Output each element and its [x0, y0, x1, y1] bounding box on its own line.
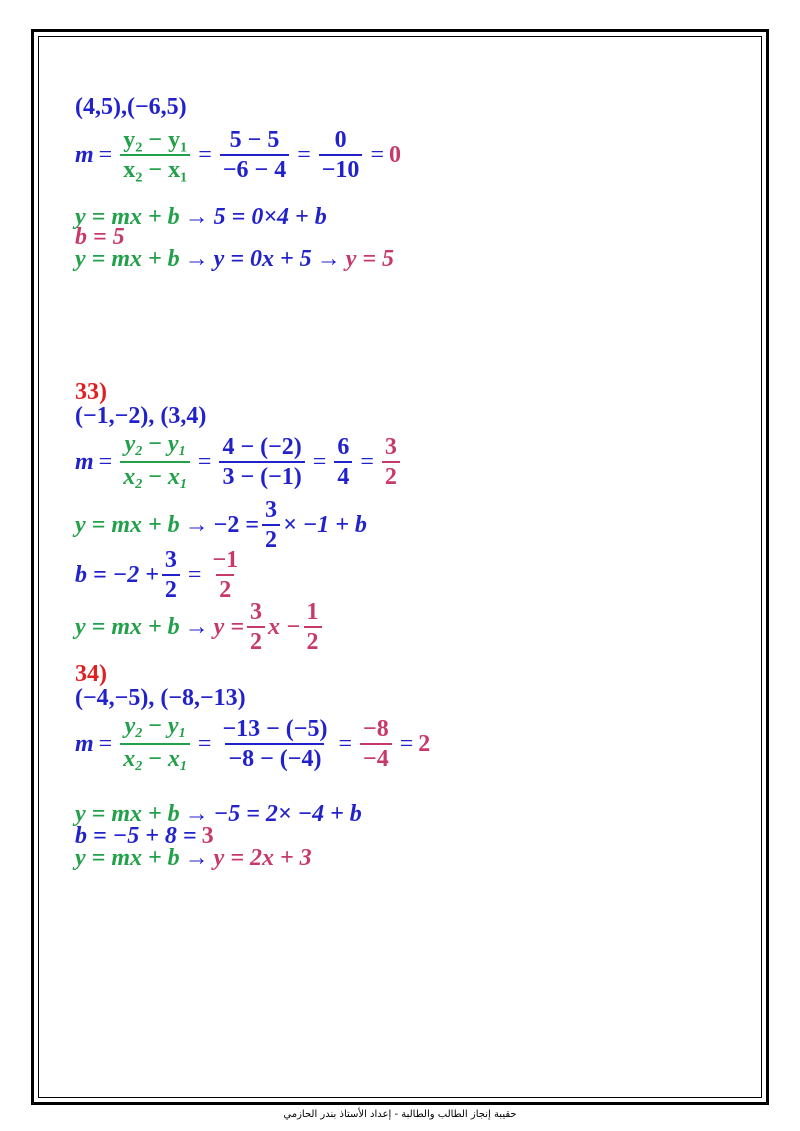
p32-result-fraction: $\frac{0}{-10}$ [319, 128, 363, 182]
p33-line1: y = mx + b → −2 = $\frac{3}{2}$ × −1 + b [75, 497, 367, 553]
p33-points: (−1,−2), (3,4) [75, 403, 207, 429]
p34-b-line: b = −5 + 8 = 3 [75, 823, 214, 849]
p32-slope-formula: $\frac{\text{y₂ − y₁}}{\text{x₂ − x₁}}$ [120, 128, 190, 182]
p34-line2: y = mx + b → y = 2x + 3 [75, 845, 312, 871]
p34-substitution: $\frac{-13 - (-5)}{-8 - (-4)}$ [222, 716, 328, 772]
p32-slope-lhs: m [75, 142, 94, 168]
p34-m-value: 2 [418, 731, 431, 757]
p32-points: (4,5),(−6,5) [75, 94, 187, 120]
p33-m-value: $\frac{3}{2}$ [382, 435, 400, 489]
p34-result-fraction: $\frac{-8}{-4}$ [360, 717, 392, 771]
p32-b-line: b = 5 [75, 224, 125, 250]
p32-line1: y = mx + b → 5 = 0×4 + b [75, 204, 327, 230]
p33-b-line: b = −2 + $\frac{3}{2}$ = $\frac{-1}{2}$ [75, 548, 244, 602]
p32-substitution: $\frac{5 - 5}{-6 - 4}$ [220, 128, 289, 182]
page-footer: حقيبة إنجاز الطالب والطالبة - إعداد الأستاذ بندر الحازمي [283, 1109, 517, 1120]
p34-slope-line: m = $\frac{y_2 - y_1}{x_2 - x_1}$ = $\frac{-13 - (-5)}{-8 - (-4)}$ = $\frac{-8}{-4}$ = 2 [75, 713, 431, 774]
p34-points: (−4,−5), (−8,−13) [75, 685, 246, 711]
p32-m-value: 0 [388, 142, 401, 168]
p33-label: 33) [75, 379, 107, 405]
p33-slope-line: m = $\frac{y_2 - y_1}{x_2 - x_1}$ = $\frac{4 - (-2)}{3 - (-1)}$ = $\frac{6}{4}$ = $\frac{3}{2}$ [75, 432, 403, 492]
p34-label: 34) [75, 661, 107, 687]
p32-line2: y = mx + b → y = 0x + 5 → y = 5 [75, 246, 395, 272]
p33-result-fraction: $\frac{6}{4}$ [334, 435, 352, 489]
p34-line1: y = mx + b → −5 = 2× −4 + b [75, 801, 362, 827]
p33-substitution: $\frac{4 - (-2)}{3 - (-1)}$ [219, 435, 304, 489]
p33-b-value: $\frac{-1}{2}$ [212, 547, 239, 603]
p33-line2: y = mx + b → y = $\frac{3}{2}$ x − $\frac{1}{2}$ [75, 600, 325, 654]
p32-slope-line: m = $\frac{\text{y₂ − y₁}}{\text{x₂ − x₁}}$ = $\frac{5 - 5}{-6 - 4}$ = $\frac{0}{-10}$ = 0 [75, 127, 401, 183]
